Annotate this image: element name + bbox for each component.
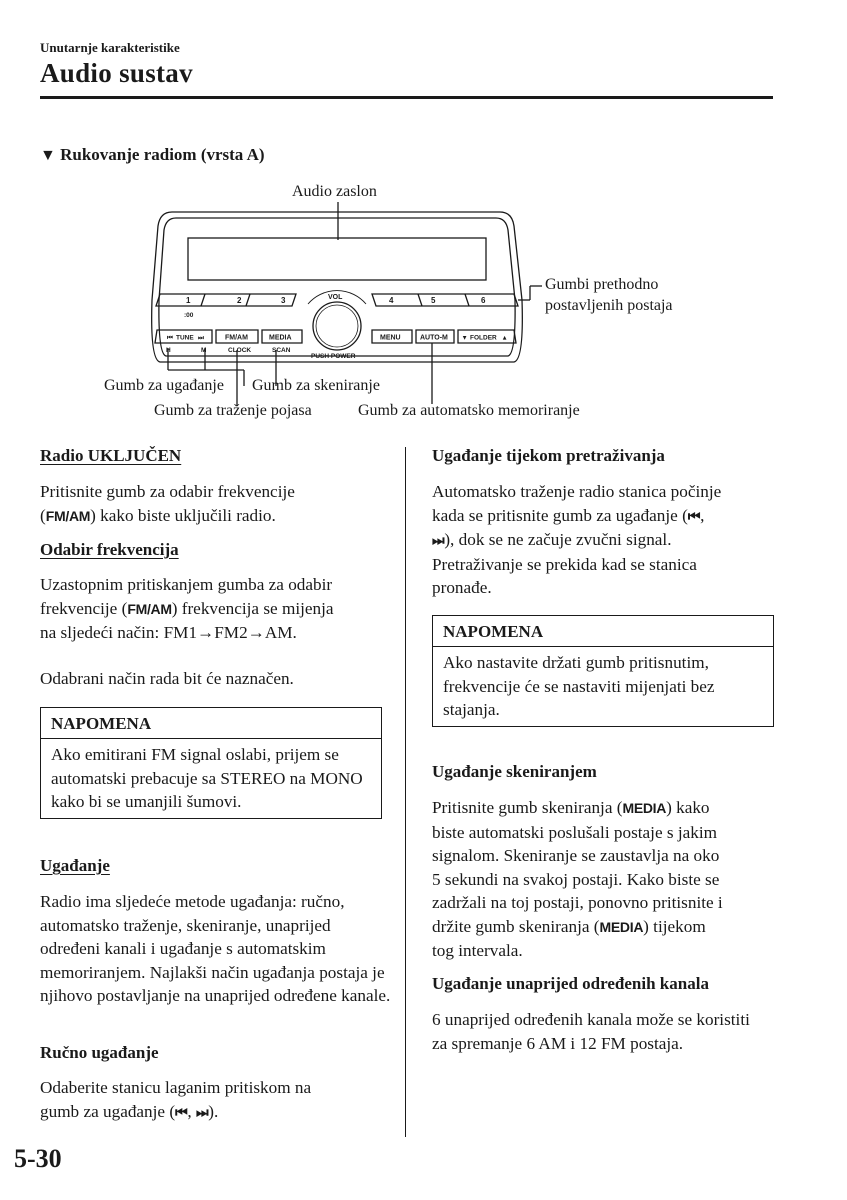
preset-label-3: 3 bbox=[281, 296, 286, 305]
seek-line2: kada se pritisnite gumb za ugađanje (⏮, bbox=[432, 505, 705, 525]
seek-line5: pronađe. bbox=[432, 578, 492, 597]
seek-line1: Automatsko traženje radio stanica počinje bbox=[432, 482, 722, 501]
scan-line7: tog intervala. bbox=[432, 941, 523, 960]
freq-text bbox=[40, 573, 390, 645]
manual-line2: gumb za ugađanje (⏮, ⏭). bbox=[40, 1101, 219, 1121]
media-button-ref: MEDIA bbox=[622, 800, 667, 816]
tune-label: TUNE bbox=[176, 334, 194, 342]
scan-line1: Pritisnite gumb skeniranja (MEDIA) kako bbox=[432, 798, 710, 817]
callout-automem: Gumb za automatsko memoriranje bbox=[358, 402, 580, 419]
tune-label-prev-icon: ⏮ bbox=[167, 334, 173, 342]
folder-up-icon: ▴ bbox=[503, 334, 507, 342]
scan-label: SCAN bbox=[272, 347, 291, 354]
tuning-text: Radio ima sljedeće metode ugađanja: ručno, automatsko traženje, skeniranje, unaprijed određeni kanali i ugađanje s automatskim memoriranjem. Najlakši način ugađanja postaja je njihovo postavljanje na unaprijed određene kanale. bbox=[40, 892, 391, 1005]
radio-on-text bbox=[40, 480, 390, 528]
preset-button-4-6 bbox=[372, 294, 518, 306]
fmam-button-ref: FM/AM bbox=[45, 507, 91, 524]
heading-tuning: Ugađanje bbox=[40, 856, 110, 875]
heading-radio-on: Radio UKLJUČEN bbox=[40, 446, 182, 465]
preset-label-1-sub: :00 bbox=[184, 312, 194, 319]
preset-label-4: 4 bbox=[389, 296, 394, 305]
seek-text bbox=[432, 480, 777, 600]
fmam-button-ref: FM/AM bbox=[127, 600, 172, 617]
menu-label: MENU bbox=[380, 334, 401, 342]
h-label: H bbox=[166, 347, 171, 354]
note-title: NAPOMENA bbox=[433, 616, 773, 647]
folder-down-icon: ▾ bbox=[463, 334, 467, 342]
heading-seek: Ugađanje tijekom pretraživanja bbox=[432, 446, 665, 465]
vol-label: VOL bbox=[328, 294, 343, 301]
autom-label: AUTO-M bbox=[420, 334, 448, 342]
panel-housing bbox=[152, 212, 523, 362]
callout-display: Audio zaslon bbox=[292, 183, 377, 200]
scan-line4: 5 sekundi na svakoj postaji. Kako biste se bbox=[432, 869, 720, 889]
freq-line3: na sljedeći način: FM1→FM2→AM. bbox=[40, 623, 297, 642]
clock-label: CLOCK bbox=[228, 347, 252, 354]
preset-text: 6 unaprijed određenih kanala može se koristiti za spremanje 6 AM i 12 FM postaja. bbox=[432, 1010, 750, 1053]
note-body: Ako nastavite držati gumb pritisnutim, frekvencije će se nastaviti mijenjati bez stajanja. bbox=[443, 653, 715, 719]
heading-freq: Odabir frekvencija bbox=[40, 540, 179, 559]
radio-panel-diagram bbox=[0, 0, 847, 440]
column-divider bbox=[405, 447, 406, 1137]
freq-line1: Uzastopnim pritiskanjem gumba za odabir bbox=[40, 575, 333, 594]
page-title: Audio sustav bbox=[40, 58, 193, 88]
scan-line2: biste automatski poslušali postaje s jakim bbox=[432, 822, 717, 842]
callout-band: Gumb za traženje pojasa bbox=[154, 402, 312, 419]
scan-line6: držite gumb skeniranja (MEDIA) tijekom bbox=[432, 916, 706, 936]
preset-label-5: 5 bbox=[431, 296, 436, 305]
fmam-label: FM/AM bbox=[225, 334, 248, 342]
note-body: Ako emitirani FM signal oslabi, prijem se automatski prebacuje sa STEREO na MONO kako bi se umanjili šumovi. bbox=[51, 745, 363, 811]
media-button-ref: MEDIA bbox=[599, 918, 644, 935]
seek-back-icon: ⏮ bbox=[687, 507, 701, 524]
volume-knob bbox=[313, 302, 361, 350]
callout-scan: Gumb za skeniranje bbox=[252, 377, 380, 394]
seek-forward-icon: ⏭ bbox=[432, 532, 445, 548]
callout-presets-line2: postavljenih postaja bbox=[545, 297, 673, 314]
freq-line2: frekvencije (FM/AM) frekvencija se mijenja bbox=[40, 598, 334, 618]
preset-button-1-3 bbox=[156, 294, 296, 306]
note-title: NAPOMENA bbox=[41, 708, 381, 739]
radio-on-line2: (FM/AM) kako biste uključili radio. bbox=[40, 505, 276, 525]
triangle-down-icon: ▼ bbox=[40, 147, 56, 164]
folder-label: FOLDER bbox=[470, 334, 497, 342]
page-number: 5-30 bbox=[14, 1144, 62, 1173]
heading-preset: Ugađanje unaprijed određenih kanala bbox=[432, 974, 709, 993]
radio-on-line2-rest: kako biste uključili radio. bbox=[95, 505, 276, 525]
freq-p2: Odabrani način rada bit će naznačen. bbox=[40, 669, 294, 688]
radio-on-line1: Pritisnite gumb za odabir frekvencije bbox=[40, 482, 295, 501]
scan-line3: signalom. Skeniranje se zaustavlja na oko bbox=[432, 846, 720, 865]
heading-manual: Ručno ugađanje bbox=[40, 1043, 159, 1062]
manual-text bbox=[40, 1076, 395, 1124]
media-label: MEDIA bbox=[269, 334, 292, 342]
preset-label-6: 6 bbox=[481, 296, 486, 305]
seek-line4: Pretraživanje se prekida kad se stanica bbox=[432, 554, 697, 574]
push-power-label: PUSH POWER bbox=[311, 353, 356, 360]
note-box-left bbox=[40, 707, 382, 819]
manual-line1: Odaberite stanicu laganim pritiskom na bbox=[40, 1078, 312, 1097]
m-label: M bbox=[201, 347, 207, 354]
tune-label-next-icon: ⏭ bbox=[198, 334, 204, 342]
subsection-title: Rukovanje radiom (vrsta A) bbox=[60, 145, 265, 164]
scan-line5: zadržali na toj postaji, ponovno pritisnite i bbox=[432, 893, 723, 912]
audio-display bbox=[188, 238, 486, 280]
preset-label-2: 2 bbox=[237, 296, 242, 305]
callout-tune: Gumb za ugađanje bbox=[104, 377, 224, 394]
callout-presets-line1: Gumbi prethodno bbox=[545, 276, 659, 293]
seek-forward-icon: ⏭ bbox=[195, 1103, 209, 1120]
seek-line3: ⏭), dok se ne začuje zvučni signal. bbox=[432, 530, 672, 549]
scan-text bbox=[432, 796, 777, 963]
seek-back-icon: ⏮ bbox=[175, 1103, 188, 1120]
preset-label-1: 1 bbox=[186, 296, 191, 305]
note-box-right bbox=[432, 615, 774, 727]
heading-scan: Ugađanje skeniranjem bbox=[432, 762, 597, 781]
section-label: Unutarnje karakteristike bbox=[40, 40, 180, 55]
